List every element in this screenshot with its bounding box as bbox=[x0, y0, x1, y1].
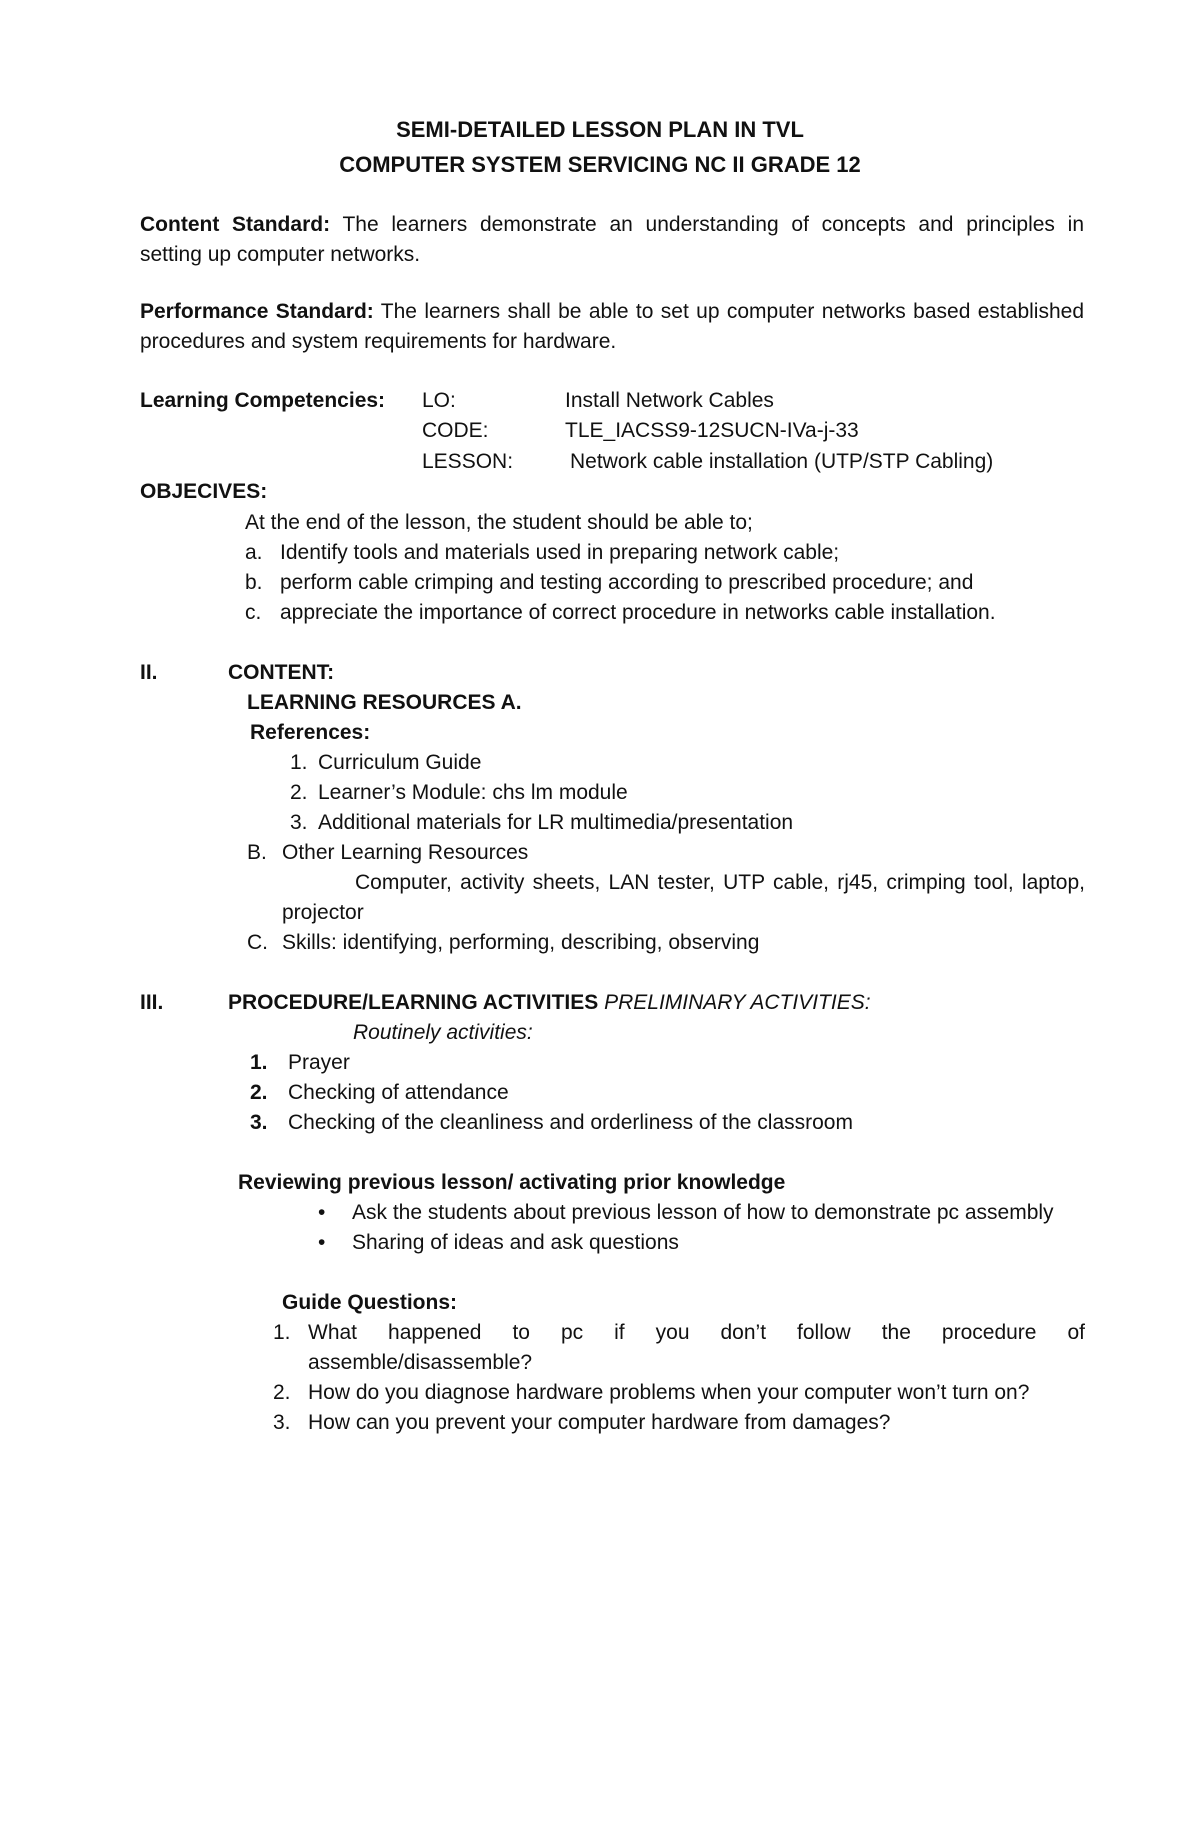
references-heading: References: bbox=[250, 721, 371, 744]
reference-marker: 3. bbox=[290, 811, 308, 834]
guide-question-marker: 2. bbox=[273, 1381, 291, 1404]
objectives-heading: OBJECIVES: bbox=[140, 480, 268, 503]
other-resources-line2: projector bbox=[282, 901, 364, 924]
content-standard-line2: setting up computer networks. bbox=[140, 243, 421, 266]
objective-item: perform cable crimping and testing according to prescribed procedure; and bbox=[280, 571, 974, 594]
bullet-icon: • bbox=[318, 1201, 326, 1224]
guide-question-marker: 3. bbox=[273, 1411, 291, 1434]
performance-standard-line1 bbox=[140, 297, 1084, 327]
objective-marker: b. bbox=[245, 571, 263, 594]
guide-question: How can you prevent your computer hardware from damages? bbox=[308, 1411, 891, 1434]
objectives-intro: At the end of the lesson, the student should be able to; bbox=[245, 511, 753, 534]
routine-item: Prayer bbox=[288, 1051, 350, 1074]
routine-marker: 1. bbox=[250, 1051, 268, 1074]
skills-marker: C. bbox=[247, 931, 268, 954]
document-title-line2: COMPUTER SYSTEM SERVICING NC II GRADE 12 bbox=[339, 152, 861, 177]
content-numeral: II. bbox=[140, 661, 158, 684]
procedure-numeral: III. bbox=[140, 991, 164, 1014]
content-standard-text: The learners demonstrate an understanding of concepts and principles in bbox=[342, 213, 1084, 236]
performance-standard-line2: procedures and system requirements for hardware. bbox=[140, 330, 617, 353]
routine-marker: 3. bbox=[250, 1111, 268, 1134]
content-standard-line1 bbox=[140, 210, 1084, 240]
competencies-label: Learning Competencies: bbox=[140, 389, 386, 412]
other-resources-marker: B. bbox=[247, 841, 267, 864]
routine-marker: 2. bbox=[250, 1081, 268, 1104]
routine-item: Checking of the cleanliness and orderliness of the classroom bbox=[288, 1111, 853, 1134]
reference-marker: 1. bbox=[290, 751, 308, 774]
guide-questions-heading: Guide Questions: bbox=[282, 1291, 458, 1314]
reviewing-item: Ask the students about previous lesson of how to demonstrate pc assembly bbox=[352, 1201, 1054, 1224]
content-standard-label: Content Standard: bbox=[140, 213, 331, 236]
objective-marker: a. bbox=[245, 541, 263, 564]
lesson-label: LESSON: bbox=[422, 450, 514, 473]
code-label: CODE: bbox=[422, 419, 489, 442]
lo-label: LO: bbox=[422, 389, 456, 412]
objective-item: appreciate the importance of correct procedure in networks cable installation. bbox=[280, 601, 996, 624]
code-value: TLE_IACSS9-12SUCN-IVa-j-33 bbox=[565, 419, 859, 442]
performance-standard-label: Performance Standard: bbox=[140, 300, 374, 323]
reference-marker: 2. bbox=[290, 781, 308, 804]
lesson-value: Network cable installation (UTP/STP Cabling) bbox=[570, 450, 994, 473]
routine-item: Checking of attendance bbox=[288, 1081, 509, 1104]
guide-question-marker: 1. bbox=[273, 1321, 291, 1344]
skills-text: Skills: identifying, performing, describing, observing bbox=[282, 931, 760, 954]
reference-item: Learner’s Module: chs lm module bbox=[318, 781, 628, 804]
procedure-heading: PROCEDURE/LEARNING ACTIVITIES bbox=[228, 991, 599, 1014]
objective-marker: c. bbox=[245, 601, 262, 624]
performance-standard-text: The learners shall be able to set up computer networks based established bbox=[380, 300, 1084, 323]
other-resources-line1: Computer, activity sheets, LAN tester, UTP cable, rj45, crimping tool, laptop, bbox=[355, 871, 1085, 894]
reference-item: Curriculum Guide bbox=[318, 751, 482, 774]
other-resources-heading: Other Learning Resources bbox=[282, 841, 529, 864]
learning-resources-heading: LEARNING RESOURCES A. bbox=[247, 691, 522, 714]
lo-value: Install Network Cables bbox=[565, 389, 774, 412]
bullet-icon: • bbox=[318, 1231, 326, 1254]
document-title-line1: SEMI-DETAILED LESSON PLAN IN TVL bbox=[396, 117, 804, 142]
routine-label: Routinely activities: bbox=[353, 1021, 533, 1044]
guide-question: How do you diagnose hardware problems when your computer won’t turn on? bbox=[308, 1381, 1030, 1404]
guide-question: What happened to pc if you don’t follow the procedure of bbox=[308, 1321, 1085, 1344]
objective-item: Identify tools and materials used in preparing network cable; bbox=[280, 541, 840, 564]
reference-item: Additional materials for LR multimedia/presentation bbox=[318, 811, 794, 834]
content-heading: CONTENT: bbox=[228, 661, 335, 684]
procedure-heading-line bbox=[228, 988, 871, 1018]
guide-question-continuation: assemble/disassemble? bbox=[308, 1351, 533, 1374]
preliminary-heading: PRELIMINARY ACTIVITIES: bbox=[604, 991, 871, 1014]
reviewing-heading: Reviewing previous lesson/ activating prior knowledge bbox=[238, 1171, 786, 1194]
reviewing-item: Sharing of ideas and ask questions bbox=[352, 1231, 679, 1254]
